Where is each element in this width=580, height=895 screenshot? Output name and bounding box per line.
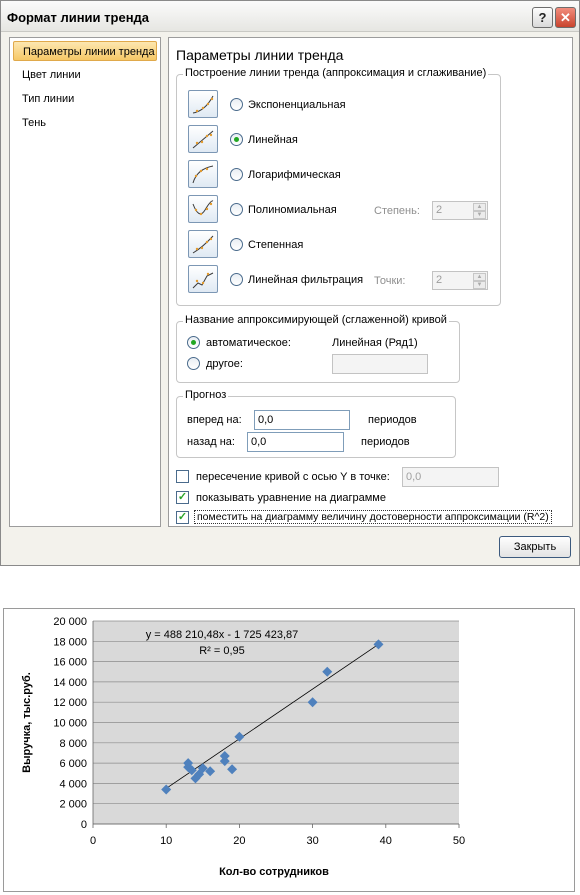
label-exponential: Экспоненциальная [248, 99, 346, 111]
degree-value: 2 [436, 204, 443, 216]
panel-title: Параметры линии тренда [176, 47, 344, 63]
label-linear: Линейная [248, 134, 298, 146]
y-tick-label: 6 000 [59, 758, 87, 771]
logarithmic-trend-icon [188, 160, 218, 188]
spin-down-icon[interactable]: ▼ [473, 211, 486, 219]
degree-spinner[interactable] [432, 201, 488, 220]
help-button[interactable]: ? [532, 7, 553, 28]
spin-down-icon[interactable]: ▼ [473, 281, 486, 289]
spin-up-icon[interactable]: ▲ [473, 203, 486, 211]
intercept-checkbox[interactable] [176, 470, 189, 483]
exponential-trend-icon [188, 90, 218, 118]
label-name-auto: автоматическое: [206, 337, 291, 349]
y-tick-label: 0 [80, 819, 87, 831]
nav-item-line-style[interactable]: Тип линии [22, 93, 75, 105]
auto-name-value: Линейная (Ряд1) [332, 337, 418, 349]
nav-item-trendline-options[interactable]: Параметры линии тренда [13, 41, 157, 61]
x-tick-label: 50 [452, 835, 466, 847]
show-r2-label: поместить на диаграмму величину достоверности аппроксимации (R^2) [194, 510, 552, 524]
scatter-chart [4, 609, 574, 891]
y-tick-label: 16 000 [53, 656, 87, 669]
forward-periods-label: периодов [368, 414, 417, 426]
radio-power[interactable] [230, 238, 243, 251]
x-tick-label: 30 [306, 835, 319, 847]
custom-name-input[interactable] [332, 354, 428, 374]
polynomial-trend-icon [188, 195, 218, 223]
show-equation-label: показывать уравнение на диаграмме [196, 492, 386, 504]
y-tick-label: 4 000 [59, 778, 87, 791]
points-value: 2 [436, 274, 443, 286]
trend-name-legend: Название аппроксимирующей (сглаженной) кривой [185, 314, 447, 326]
radio-logarithmic[interactable] [230, 168, 243, 181]
label-moving-average: Линейная фильтрация [248, 274, 364, 286]
label-polynomial: Полиномиальная [248, 204, 337, 216]
degree-label: Степень: [374, 205, 420, 217]
x-tick-label: 0 [89, 835, 97, 847]
radio-name-other[interactable] [187, 357, 200, 370]
linear-trend-icon [188, 125, 218, 153]
moving-average-trend-icon [188, 265, 218, 293]
show-r2-checkbox[interactable]: ✓ [177, 511, 188, 523]
y-tick-label: 20 000 [53, 616, 87, 628]
forecast-legend: Прогноз [185, 389, 227, 401]
label-logarithmic: Логарифмическая [248, 169, 341, 181]
r-squared-label: R² = 0,95 [199, 645, 245, 657]
backward-label: назад на: [187, 436, 235, 448]
y-tick-label: 14 000 [53, 676, 87, 689]
forward-label: вперед на: [187, 414, 242, 426]
trend-type-legend: Построение линии тренда (аппроксимация и сглаживание) [185, 67, 487, 79]
y-tick-label: 2 000 [59, 798, 87, 811]
backward-periods-label: периодов [361, 436, 410, 448]
x-axis-title: Кол-во сотрудников [219, 866, 329, 878]
intercept-label: пересечение кривой с осью Y в точке: [196, 471, 390, 483]
chart-area [3, 608, 575, 892]
nav-item-line-color[interactable]: Цвет линии [22, 69, 81, 81]
radio-moving-average[interactable] [230, 273, 243, 286]
options-panel [168, 37, 573, 527]
x-tick-label: 40 [379, 835, 392, 847]
close-window-button[interactable]: ✕ [555, 7, 576, 28]
intercept-input[interactable]: 0,0 [402, 467, 499, 487]
radio-exponential[interactable] [230, 98, 243, 111]
trend-equation: y = 488 210,48x - 1 725 423,87 [145, 629, 299, 641]
x-tick-label: 10 [160, 835, 173, 847]
points-label: Точки: [374, 275, 406, 287]
close-button[interactable]: Закрыть [499, 536, 571, 558]
points-spinner[interactable] [432, 271, 488, 290]
category-list [9, 37, 161, 527]
dialog-title: Формат линии тренда [7, 10, 150, 25]
forward-periods-input[interactable]: 0,0 [254, 410, 350, 430]
label-power: Степенная [248, 239, 304, 251]
y-tick-label: 18 000 [53, 636, 87, 649]
power-trend-icon [188, 230, 218, 258]
backward-periods-input[interactable]: 0,0 [247, 432, 344, 452]
y-tick-label: 8 000 [59, 737, 87, 750]
x-tick-label: 20 [233, 835, 246, 847]
radio-polynomial[interactable] [230, 203, 243, 216]
title-bar [1, 1, 579, 32]
radio-linear[interactable] [230, 133, 243, 146]
y-axis-title: Выручка, тыс.руб. [21, 672, 33, 773]
show-equation-checkbox[interactable]: ✓ [177, 491, 188, 503]
spin-up-icon[interactable]: ▲ [473, 273, 486, 281]
radio-name-auto[interactable] [187, 336, 200, 349]
label-name-other: другое: [206, 358, 243, 370]
y-tick-label: 12 000 [53, 697, 87, 710]
y-tick-label: 10 000 [53, 717, 87, 730]
nav-item-shadow[interactable]: Тень [22, 117, 47, 129]
